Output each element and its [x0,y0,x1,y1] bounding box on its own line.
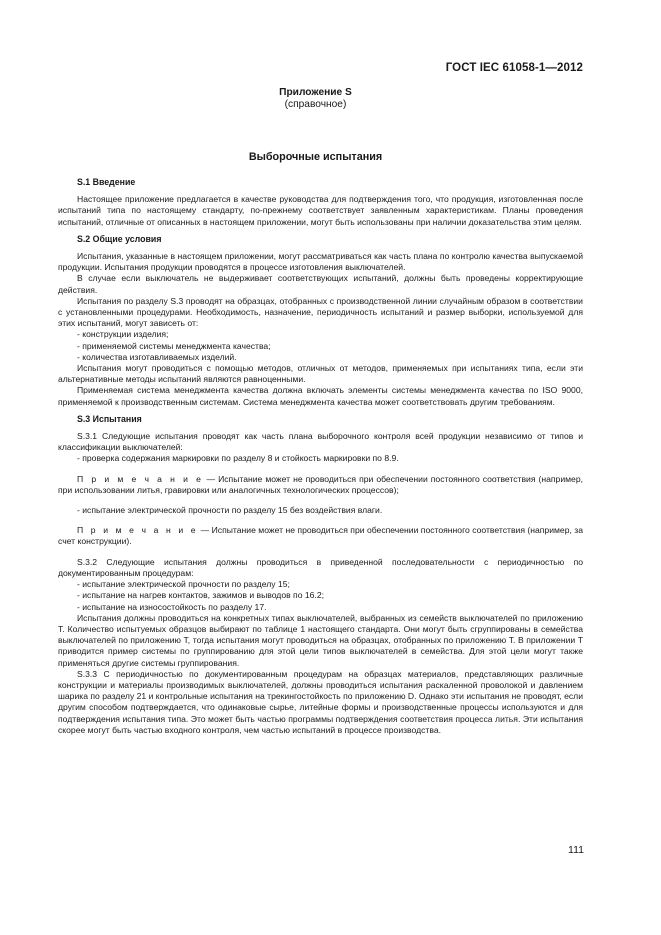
list-item: - конструкции изделия; [77,329,169,340]
paragraph: Испытания могут проводиться с помощью методов, отличных от методов, применяемых при испытаниях типа, если эти альтернативные методы испытаний являются равноценными. [58,363,583,385]
document-body [58,177,583,736]
paragraph: S.3.1 Следующие испытания проводят как часть плана выборочного контроля всей продукции независимо от типов и классификации выключателей: [58,431,583,453]
paragraph: Испытания, указанные в настоящем приложении, могут рассматриваться как часть плана по контролю качества выпускаемой продукции. Испытания продукции проводятся в процессе изготовления выключателей. [58,251,583,273]
list-item: - испытание на износостойкость по разделу 17. [77,601,267,612]
note [58,525,583,547]
annex-title: Приложение S [279,87,352,98]
paragraph: Настоящее приложение предлагается в качестве руководства для подтверждения того, что продукция, изготовленная после испытаний типа по настоящему стандарту, по-прежнему соответствует заявленным характеристикам. Планы проведения испытаний, отличные от описанных в настоящем приложении, могут быть использованы при наличии доказательства этим целям. [58,194,583,227]
annex-heading [0,87,631,111]
section-heading-s1: S.1 Введение [77,177,136,187]
list-item: - испытание на нагрев контактов, зажимов и выводов по 16.2; [77,590,324,601]
list-item: - испытание электрической прочности по разделу 15; [77,579,290,590]
list-item: - испытание электрической прочности по разделу 15 без воздействия влаги. [77,505,383,516]
section-heading-s2: S.2 Общие условия [77,233,162,244]
page-number: 111 [568,844,584,856]
list-item: - проверка содержания маркировки по разделу 8 и стойкость маркировки по 8.9. [77,453,399,464]
note-label: П р и м е ч а н и е [77,473,204,484]
note-label: П р и м е ч а н и е [77,525,199,536]
paragraph: В случае если выключатель не выдерживает соответствующих испытаний, должны быть проведены корректирующие действия. [58,273,583,295]
section-heading-s3: S.3 Испытания [77,413,142,424]
document-title: Выборочные испытания [248,151,383,163]
standard-designation: ГОСТ IEC 61058-1—2012 [445,62,583,74]
paragraph: Испытания по разделу S.3 проводят на образцах, отобранных с производственной линии случайным образом в соответствии с установленными процедурами. Необходимость, назначение, периодичность испытаний и размер выборки, используемой для этих испытаний, могут зависеть от: [58,295,583,329]
paragraph: Применяемая система менеджмента качества должна включать элементы системы менеджмента качества по ISO 9000, применяемой к производственным системам. Система менеджмента качества может соответствовать другим требованиям. [58,385,583,407]
annex-subtitle: (справочное) [284,99,347,110]
paragraph: S.3.2 Следующие испытания должны проводиться в приведенной последовательности с периодичностью по документированным процедурам: [58,556,583,578]
list-item: - применяемой системы менеджмента качества; [77,340,271,351]
paragraph: Испытания должны проводиться на конкретных типах выключателей, выбранных из семейств выключателей по приложению T. Количество испытуемых образцов выбирают по таблице 1 настоящего стандарта. Они могут быть сгруппированы в семейства выключателей по приложению T, тогда испытания могут проводиться на образцах, отобранных по приложению T. В приложении T приводится пример системы по группированию для этой цели типов выключателей в семейства. Для этой цели могут также применяться другие системы группирования. [58,612,583,668]
list-item: - количества изготавливаемых изделий. [77,351,237,362]
note [58,474,583,496]
paragraph: S.3.3 С периодичностью по документированным процедурам на образцах материалов, представляющих различные конструкции и материалы производимых выключателей, должны проводиться испытания раскаленной проволокой и давлением шарика по разделу 21 и контрольные испытания на трекингостойкость по приложению D. Однако эти испытания не проводят, если другим способом подтверждается, что одинаковые сырье, литейные формы и производственные процессы используются и для подтверждения испытания типа. Это может быть частью программы подтверждения соответствия процесса литья. Эти испытания скорее могут быть частью входного контроля, чем частью испытаний в процессе производства. [58,668,583,735]
note-text: — Испытание может не проводиться при обеспечении постоянного соответствия (например, за счет конструкции). [58,525,584,547]
note-text: — Испытание может не проводиться при обеспечении постоянного соответствия (например, при использовании литья, гравировки или аналогичных технологических процессов); [58,473,583,495]
